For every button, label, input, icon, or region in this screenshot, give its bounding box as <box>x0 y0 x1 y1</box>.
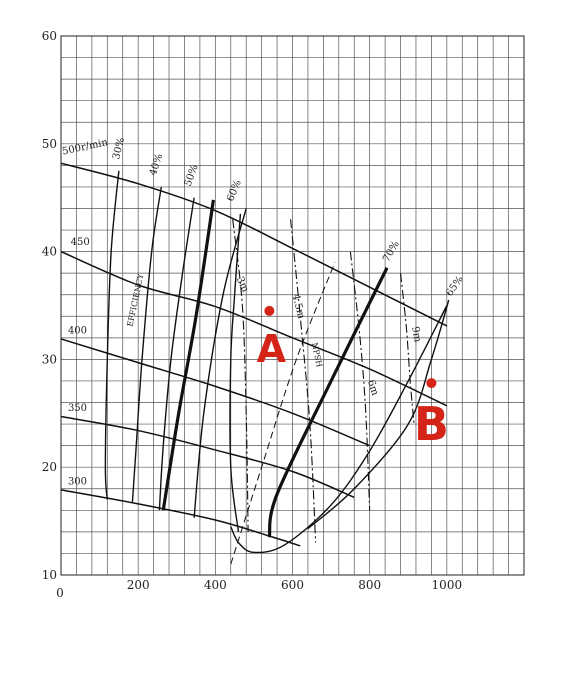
curve-annotation: 65% <box>444 274 466 299</box>
efficiency-curve <box>194 208 246 517</box>
y-tick-label: 50 <box>41 136 57 151</box>
speed-curve <box>61 490 300 546</box>
marker-letter: A <box>256 326 286 371</box>
curve-annotation: 9m <box>409 325 423 344</box>
curve-annotation: 4.5m <box>289 292 307 321</box>
plot-axes <box>42 29 462 600</box>
curve-annotation: 400 <box>67 325 88 337</box>
npsh-curve <box>401 273 415 424</box>
y-tick-label: 10 <box>41 568 57 582</box>
marker-dot <box>264 306 274 316</box>
y-tick-label: 30 <box>41 352 57 367</box>
curve-annotation: NPSH <box>309 341 324 368</box>
curve-annotation: 3m <box>233 275 251 295</box>
y-tick-label: 40 <box>41 244 57 259</box>
x-tick-label: 400 <box>203 578 227 592</box>
plot-curves <box>61 163 449 564</box>
marker-dot <box>426 378 436 388</box>
curve-annotation: 40% <box>147 152 166 178</box>
curve-annotation: EFFICIENCY <box>125 273 146 328</box>
curve-annotation: 300 <box>67 476 88 488</box>
curve-annotation: 30% <box>111 136 128 161</box>
curve-annotation: 70% <box>381 239 402 264</box>
x-tick-label: 200 <box>126 578 150 592</box>
x-tick-label: 800 <box>358 578 382 592</box>
speed-curve <box>61 252 447 406</box>
x-tick-label: 0 <box>56 586 64 600</box>
y-tick-label: 20 <box>41 460 57 475</box>
curve-annotation: 350 <box>67 403 88 415</box>
x-tick-label: 600 <box>281 578 304 592</box>
y-tick-label: 60 <box>41 29 57 43</box>
marker-letter: B <box>413 397 449 452</box>
curve-annotation: 60% <box>225 178 244 204</box>
curve-annotation: 6m <box>364 378 381 397</box>
curve-annotation: 500r/min <box>61 137 109 158</box>
x-tick-label: 1000 <box>431 578 463 592</box>
efficiency-curve <box>132 187 161 503</box>
curve-annotation: 450 <box>70 237 90 249</box>
npsh-curve <box>233 219 248 532</box>
curve-annotation: 50% <box>182 163 201 188</box>
